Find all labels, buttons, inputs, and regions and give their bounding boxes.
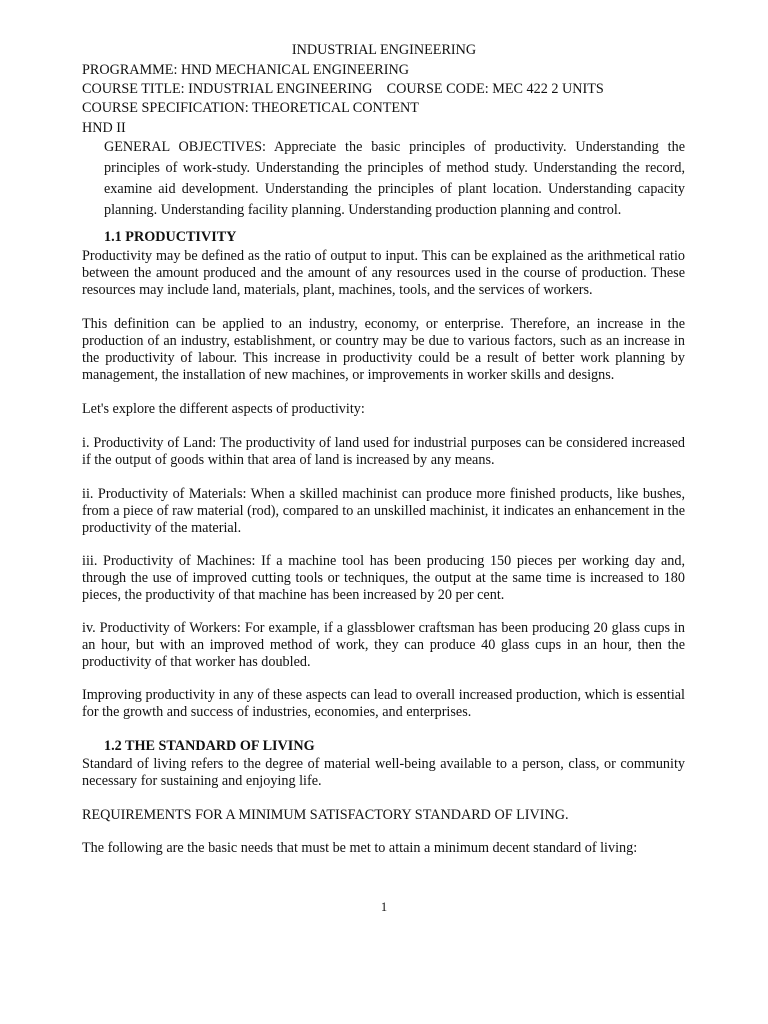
list-item-land: i. Productivity of Land: The productivity of land used for industrial purposes can be considered increased if the output of goods within that area of land is increased by any means.	[82, 435, 685, 468]
section-heading-productivity: 1.1 PRODUCTIVITY	[104, 229, 237, 245]
productivity-paragraph-3: Let's explore the different aspects of productivity:	[82, 401, 365, 417]
productivity-paragraph-1: Productivity may be defined as the ratio of output to input. This can be explained as the arithmetical ratio between the amount produced and the amount of any resources used in the course of production. These resources may include land, materials, plant, machines, tools, and the services of workers.	[82, 248, 685, 298]
list-item-workers: iv. Productivity of Workers: For example, if a glassblower craftsman has been producing 20 glass cups in an hour, but with an improved method of work, they can produce 40 glass cups in an hour, then the productivity of that worker has doubled.	[82, 620, 685, 670]
page-number: 1	[380, 900, 388, 914]
productivity-paragraph-2: This definition can be applied to an industry, economy, or enterprise. Therefore, an increase in the production of an industry, establishment, or country may be due to various factors, such as an increase in the productivity of labour. This increase in productivity could be a result of better work planning by management, the installation of new machines, or improvements in worker skills and designs.	[82, 316, 685, 383]
programme-line: PROGRAMME: HND MECHANICAL ENGINEERING	[82, 62, 409, 78]
standard-of-living-paragraph-3: The following are the basic needs that must be met to attain a minimum decent standard of living:	[82, 840, 638, 856]
list-item-materials: ii. Productivity of Materials: When a skilled machinist can produce more finished products, like bushes, from a piece of raw material (rod), compared to an unskilled machinist, it indicates an enhancement in the productivity of the material.	[82, 486, 685, 536]
section-heading-standard-of-living: 1.2 THE STANDARD OF LIVING	[104, 738, 315, 754]
list-item-machines: iii. Productivity of Machines: If a machine tool has been producing 150 pieces per working day and, through the use of improved cutting tools or techniques, the output at the same time is increased to 180 pieces, the productivity of that machine has been increased by 20 per cent.	[82, 553, 685, 603]
standard-of-living-paragraph-1: Standard of living refers to the degree of material well-being available to a person, class, or community necessary for sustaining and enjoying life.	[82, 756, 685, 789]
general-objectives: GENERAL OBJECTIVES: Appreciate the basic principles of productivity. Understanding the principles of work-study. Understanding the principles of method study. Understanding the record, examine aid development. Understanding the principles of plant location. Understanding capacity planning. Understanding facility planning. Understanding production planning and control.	[104, 139, 685, 218]
course-title-line: COURSE TITLE: INDUSTRIAL ENGINEERING COURSE CODE: MEC 422 2 UNITS	[82, 81, 604, 97]
productivity-paragraph-4: Improving productivity in any of these aspects can lead to overall increased production, which is essential for the growth and success of industries, economies, and enterprises.	[82, 687, 685, 720]
document-title: INDUSTRIAL ENGINEERING	[291, 42, 477, 58]
course-spec-line: COURSE SPECIFICATION: THEORETICAL CONTENT	[82, 100, 419, 116]
standard-of-living-paragraph-2: REQUIREMENTS FOR A MINIMUM SATISFACTORY STANDARD OF LIVING.	[82, 807, 569, 823]
level-line: HND II	[82, 120, 126, 136]
